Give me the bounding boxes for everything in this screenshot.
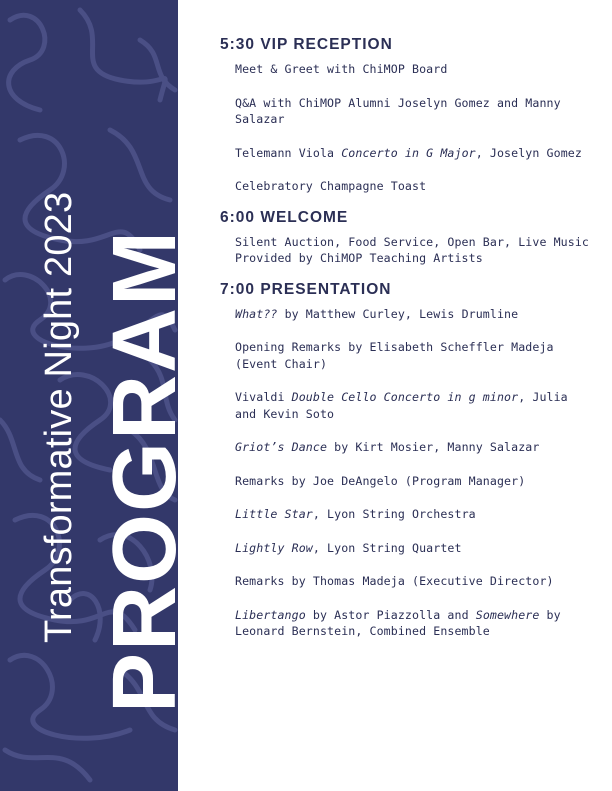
- work-title: Libertango: [235, 607, 306, 622]
- work-title: Somewhere: [475, 607, 540, 622]
- program-item: [235, 540, 595, 557]
- program-item: [235, 145, 595, 162]
- program-list: [220, 36, 595, 654]
- item-text: , Lyon String Quartet: [312, 540, 462, 555]
- item-text: by Kirt Mosier, Manny Salazar: [327, 440, 540, 454]
- work-title: Griot’s Dance: [235, 440, 328, 454]
- section-heading: 5:30 VIP RECEPTION: [220, 36, 393, 53]
- work-title: Little Star: [235, 507, 313, 521]
- item-text: , Joselyn Gomez: [475, 145, 582, 160]
- item-text: Celebratory Champagne Toast: [235, 179, 427, 193]
- program-section: [220, 36, 595, 195]
- item-text: Telemann Viola: [235, 145, 342, 160]
- section-heading: 7:00 PRESENTATION: [220, 280, 392, 298]
- item-text: by Leonard Bernstein, Combined Ensemble: [235, 607, 561, 638]
- sidebar-panel: [0, 0, 195, 791]
- work-title: Concerto in G Major: [341, 145, 476, 160]
- item-text: , Lyon String Orchestra: [312, 507, 476, 521]
- item-text: Vivaldi: [235, 390, 292, 404]
- item-text: Silent Auction, Food Service, Open Bar, Live Music Provided by ChiMOP Teaching Artists: [235, 234, 590, 265]
- program-item: [235, 339, 595, 372]
- program-item: [235, 506, 595, 523]
- work-title: Double Cello Concerto in g minor: [291, 390, 519, 404]
- program-item: [235, 573, 595, 590]
- program-item: [235, 306, 595, 323]
- work-title: What??: [235, 306, 278, 321]
- program-item: [235, 439, 595, 456]
- section-heading: 6:00 WELCOME: [220, 208, 349, 226]
- item-text: by Matthew Curley, Lewis Drumline: [277, 306, 519, 321]
- item-text: Opening Remarks by Elisabeth Scheffler Madeja (Event Chair): [235, 340, 554, 371]
- item-text: Remarks by Thomas Madeja (Executive Director): [235, 574, 554, 588]
- program-item: [235, 178, 595, 195]
- program-item: [235, 389, 595, 422]
- program-item: [235, 473, 595, 490]
- item-text: Q&A with ChiMOP Alumni Joselyn Gomez and Manny Salazar: [235, 95, 561, 126]
- program-item: [235, 95, 595, 128]
- program-title: PROGRAM: [95, 229, 195, 713]
- program-item: [235, 61, 595, 78]
- item-text: Remarks by Joe DeAngelo (Program Manager): [235, 473, 526, 488]
- program-section: [220, 281, 595, 640]
- item-text: by Astor Piazzolla and: [305, 607, 476, 622]
- item-text: , Julia and Kevin Soto: [235, 390, 568, 421]
- event-subtitle: Transformative Night 2023: [38, 191, 80, 643]
- work-title: Lightly Row: [235, 540, 313, 555]
- program-item: [235, 234, 595, 267]
- program-item: [235, 607, 595, 640]
- program-section: [220, 209, 595, 267]
- item-text: Meet & Greet with ChiMOP Board: [235, 62, 448, 76]
